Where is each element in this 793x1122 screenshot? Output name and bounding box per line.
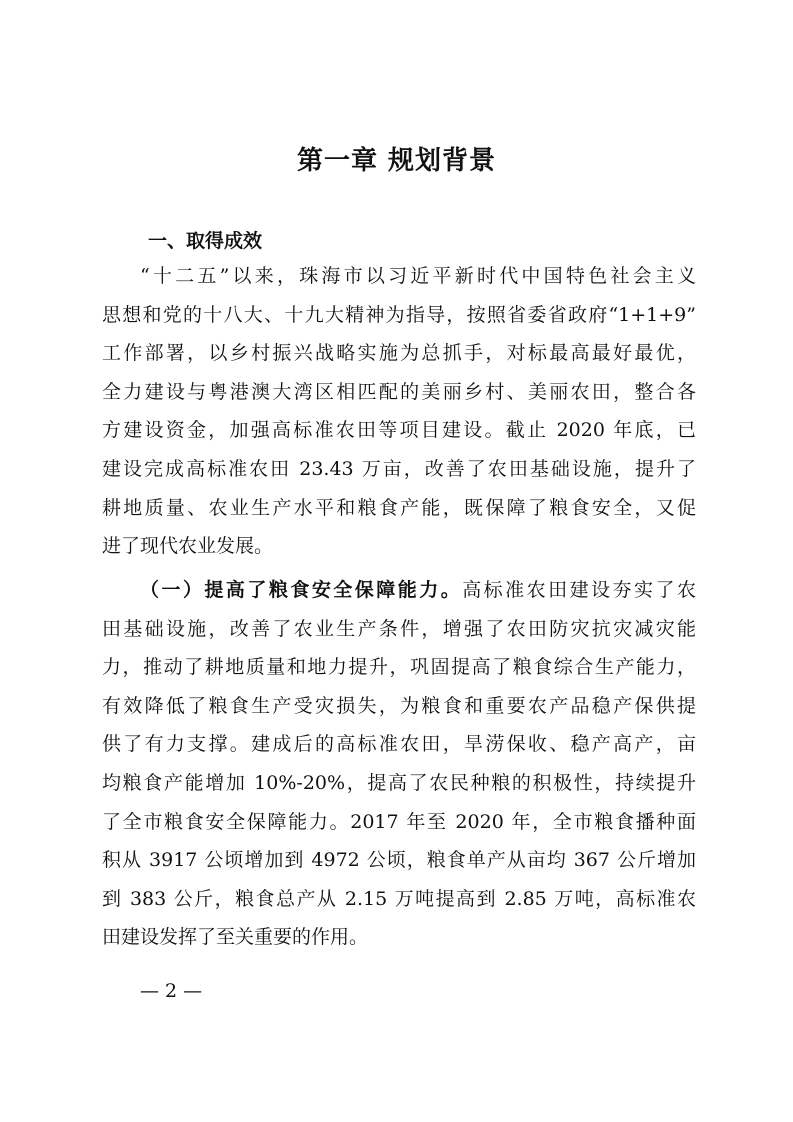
text-line: 到 383 公斤，粮食总产从 2.15 万吨提高到 2.85 万吨，高标准农 [102, 887, 696, 910]
text-line: 耕地质量、农业生产水平和粮食产能，既保障了粮食安全，又促 [102, 496, 696, 519]
section-heading: 一、取得成效 [148, 230, 263, 252]
text-line [102, 571, 696, 610]
text-line: 供了有力支撑。建成后的高标准农田，旱涝保收、稳产高产，亩 [102, 733, 696, 756]
text-line: 建设完成高标准农田 23.43 万亩，改善了农田基础设施，提升了 [102, 457, 696, 480]
subsection-lead: （一）提高了粮食安全保障能力。 [140, 579, 463, 601]
text-line: 方建设资金，加强高标准农田等项目建设。截止 2020 年底，已 [102, 419, 696, 442]
page-number: — 2 — [140, 980, 203, 1002]
paragraph-food-security [102, 571, 696, 957]
text-line: 工作部署，以乡村振兴战略实施为总抓手，对标最高最好最优， [102, 342, 696, 365]
text-line: 全力建设与粤港澳大湾区相匹配的美丽乡村、美丽农田，整合各 [102, 380, 696, 403]
text-line: 有效降低了粮食生产受灾损失，为粮食和重要农产品稳产保供提 [102, 694, 696, 717]
text-line: 田建设发挥了至关重要的作用。 [102, 926, 369, 949]
text-line: 力，推动了耕地质量和地力提升，巩固提高了粮食综合生产能力， [102, 656, 696, 679]
text-line: “十二五”以来，珠海市以习近平新时代中国特色社会主义 [140, 265, 696, 287]
text-line: 了全市粮食安全保障能力。2017 年至 2020 年，全市粮食播种面 [102, 810, 696, 833]
chapter-title: 第一章 规划背景 [296, 146, 497, 176]
text-line-rest: 高标准农田建设夯实了农 [462, 579, 696, 601]
text-line: 积从 3917 公顷增加到 4972 公顷，粮食单产从亩均 367 公斤增加 [102, 849, 696, 872]
text-line: 进了现代农业发展。 [102, 535, 274, 558]
text-line: 田基础设施，改善了农业生产条件，增强了农田防灾抗灾减灾能 [102, 617, 696, 640]
text-line: 思想和党的十八大、十九大精神为指导，按照省委省政府“1+1+9” [102, 303, 696, 326]
text-line: 均粮食产能增加 10%-20%，提高了农民种粮的积极性，持续提升 [102, 771, 696, 794]
paragraph-achievements [102, 257, 696, 566]
